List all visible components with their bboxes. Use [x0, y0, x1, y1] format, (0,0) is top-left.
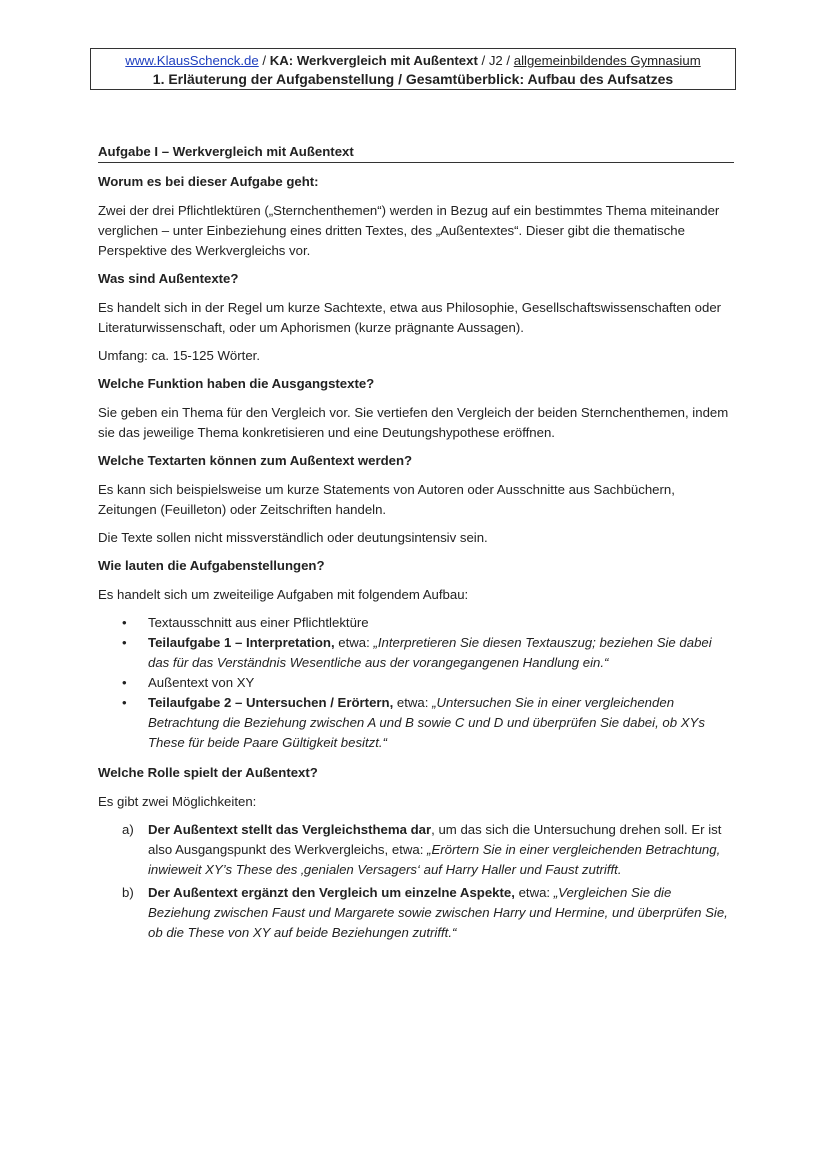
- item-italic: „Untersuchen Sie in einer vergleichenden Betrachtung die Beziehung zwischen A und B sowie C und D und überprüfen Sie dabei, ob XYs These für beide Paare Gültigkeit besitzt.“: [148, 695, 705, 750]
- heading-funktion: Welche Funktion haben die Ausgangstexte?: [98, 376, 375, 391]
- list-item: [98, 693, 734, 753]
- item-text: , um das sich die Untersuchung drehen soll. Er ist also Ausgangspunkt des Werkvergleichs, etwa:: [148, 822, 722, 857]
- heading-worum: Worum es bei dieser Aufgabe geht:: [98, 174, 319, 189]
- option-marker: a): [122, 822, 134, 837]
- document-header: [90, 48, 736, 90]
- item-bold: Teilaufgabe 1 – Interpretation,: [148, 635, 335, 650]
- options-list: [98, 820, 734, 943]
- bullet-icon: •: [122, 695, 127, 710]
- bullet-icon: •: [122, 615, 127, 630]
- header-school-link[interactable]: allgemeinbildendes Gymnasium: [513, 53, 701, 68]
- item-bold: Der Außentext ergänzt den Vergleich um einzelne Aspekte,: [148, 885, 515, 900]
- list-item: [98, 820, 734, 880]
- paragraph-umfang: Umfang: ca. 15-125 Wörter.: [98, 348, 260, 363]
- header-separator: / J2 /: [477, 53, 514, 68]
- paragraph-intro: Zwei der drei Pflichtlektüren („Sternchenthemen“) werden in Bezug auf ein bestimmtes Thema miteinander verglichen – unter Einbeziehung eines dritten Textes, des „Außentextes“. Dieser gibt die thematische Perspektive des Werkvergleichs vor.: [98, 203, 720, 258]
- item-text: etwa:: [334, 635, 374, 650]
- heading-rolle: Welche Rolle spielt der Außentext?: [98, 765, 318, 780]
- header-line: [91, 52, 735, 69]
- item-text: etwa:: [514, 885, 554, 900]
- list-item: [98, 633, 734, 673]
- list-item: [98, 613, 734, 633]
- site-link[interactable]: www.KlausSchenck.de: [125, 53, 259, 68]
- item-italic: „Interpretieren Sie diesen Textauszug; beziehen Sie dabei das für das Verständnis Wesentliche aus der vorangegangenen Handlung ein.“: [148, 635, 712, 670]
- task-structure-list: [98, 613, 734, 753]
- header-separator: /: [258, 53, 270, 68]
- option-marker: b): [122, 885, 134, 900]
- paragraph-moeglichkeiten: Es gibt zwei Möglichkeiten:: [98, 794, 257, 809]
- paragraph-textarten: Es kann sich beispielsweise um kurze Statements von Autoren oder Ausschnitte aus Sachbüchern, Zeitungen (Feuilleton) oder Zeitschriften handeln.: [98, 482, 675, 517]
- paragraph-funktion: Sie geben ein Thema für den Vergleich vor. Sie vertiefen den Vergleich der beiden Sternchenthemen, indem sie das jeweilige Thema konkretisieren und eine Deutungshypothese eröffnen.: [98, 405, 729, 440]
- item-italic: „Erörtern Sie in einer vergleichenden Betrachtung, inwieweit XY’s These des ‚genialen Versagers‘ auf Harry Haller und Faust zutrifft.: [148, 842, 721, 877]
- item-italic: „Vergleichen Sie die Beziehung zwischen Faust und Margarete sowie zwischen Harry und Hermine, und überprüfen Sie, ob die These von XY auf beide Beziehungen zutrifft.“: [148, 885, 728, 940]
- paragraph-aussentexte: Es handelt sich in der Regel um kurze Sachtexte, etwa aus Philosophie, Gesellschaftswissenschaften oder Literaturwissenschaft, oder um Aphorismen (kurze prägnante Aussagen).: [98, 300, 722, 335]
- item-text: Textausschnitt aus einer Pflichtlektüre: [148, 615, 369, 630]
- list-item: [98, 883, 734, 943]
- heading-textarten: Welche Textarten können zum Außentext werden?: [98, 453, 413, 468]
- item-bold: Der Außentext stellt das Vergleichsthema dar: [148, 822, 432, 837]
- section-title: Aufgabe I – Werkvergleich mit Außentext: [98, 142, 734, 163]
- bullet-icon: •: [122, 635, 127, 650]
- heading-aufgabenstellungen: Wie lauten die Aufgabenstellungen?: [98, 558, 325, 573]
- list-item: [98, 673, 734, 693]
- item-bold: Teilaufgabe 2 – Untersuchen / Erörtern,: [148, 695, 394, 710]
- header-subtitle: 1. Erläuterung der Aufgabenstellung / Gesamtüberblick: Aufbau des Aufsatzes: [152, 71, 674, 87]
- item-text: Außentext von XY: [148, 675, 255, 690]
- paragraph-aufbau: Es handelt sich um zweiteilige Aufgaben mit folgendem Aufbau:: [98, 587, 469, 602]
- paragraph-missverstaendlich: Die Texte sollen nicht missverständlich oder deutungsintensiv sein.: [98, 530, 488, 545]
- bullet-icon: •: [122, 675, 127, 690]
- document-body: [98, 172, 734, 946]
- heading-aussentexte: Was sind Außentexte?: [98, 271, 239, 286]
- header-topic: KA: Werkvergleich mit Außentext: [269, 53, 478, 68]
- item-text: etwa:: [393, 695, 433, 710]
